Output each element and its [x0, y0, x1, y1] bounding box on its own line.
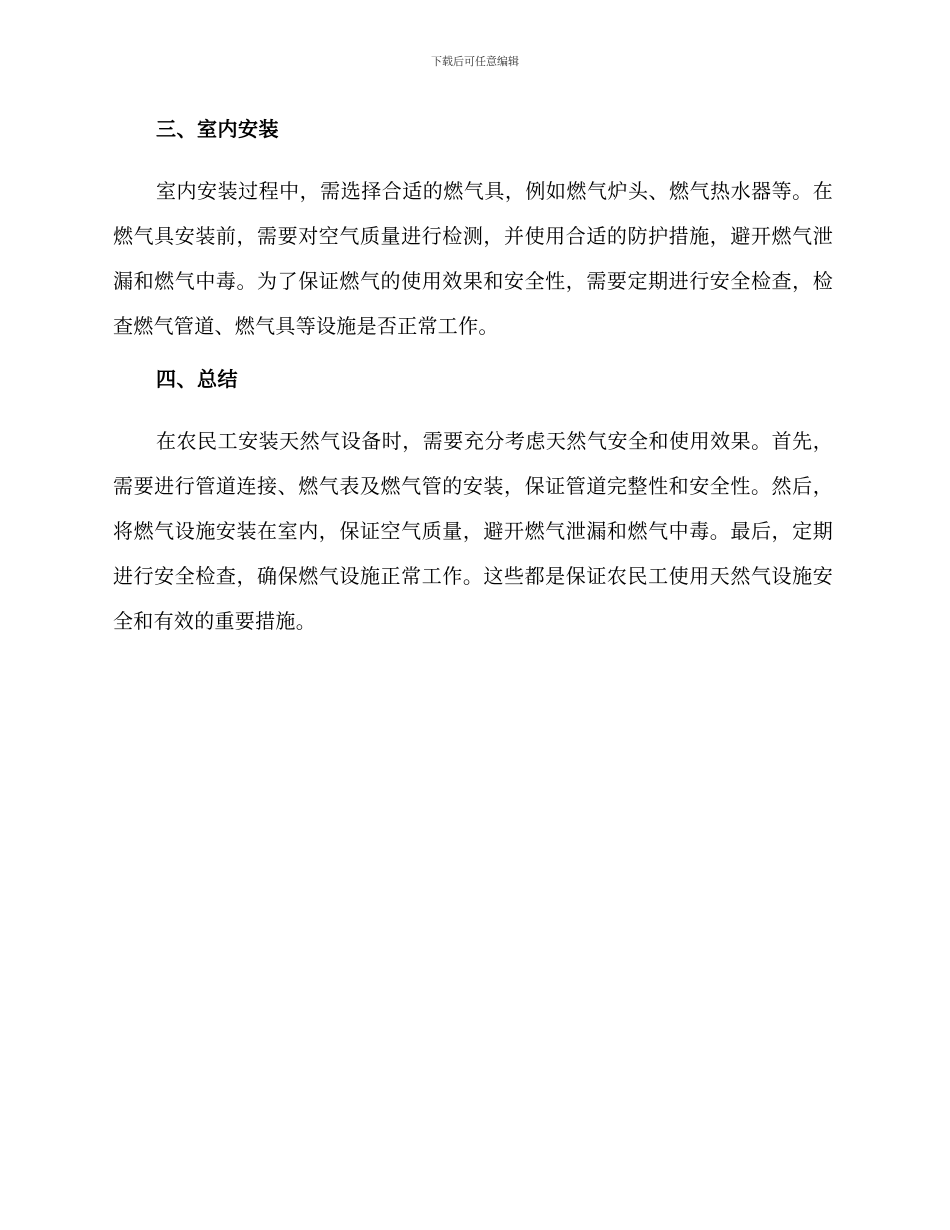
- section-paragraph: 室内安装过程中，需选择合适的燃气具，例如燃气炉头、燃气热水器等。在燃气具安装前，需要对空气质量进行检测，并使用合适的防护措施，避开燃气泄漏和燃气中毒。为了保证燃气的使用效果和安全性，需要定期进行安全检查，检查燃气管道、燃气具等设施是否正常工作。: [113, 179, 833, 338]
- section-heading: 四、总结: [156, 367, 238, 391]
- page-header: 下载后可任意编辑: [431, 55, 519, 68]
- section-indoor-installation: [113, 113, 833, 349]
- section-heading: 三、室内安装: [156, 117, 279, 141]
- section-paragraph: 在农民工安装天然气设备时，需要充分考虑天然气安全和使用效果。首先，需要进行管道连接、燃气表及燃气管的安装，保证管道完整性和安全性。然后，将燃气设施安装在室内，保证空气质量，避开燃气泄漏和燃气中毒。最后，定期进行安全检查，确保燃气设施正常工作。这些都是保证农民工使用天然气设施安全和有效的重要措施。: [113, 429, 833, 633]
- section-summary: [113, 363, 833, 644]
- document-body: [113, 113, 833, 658]
